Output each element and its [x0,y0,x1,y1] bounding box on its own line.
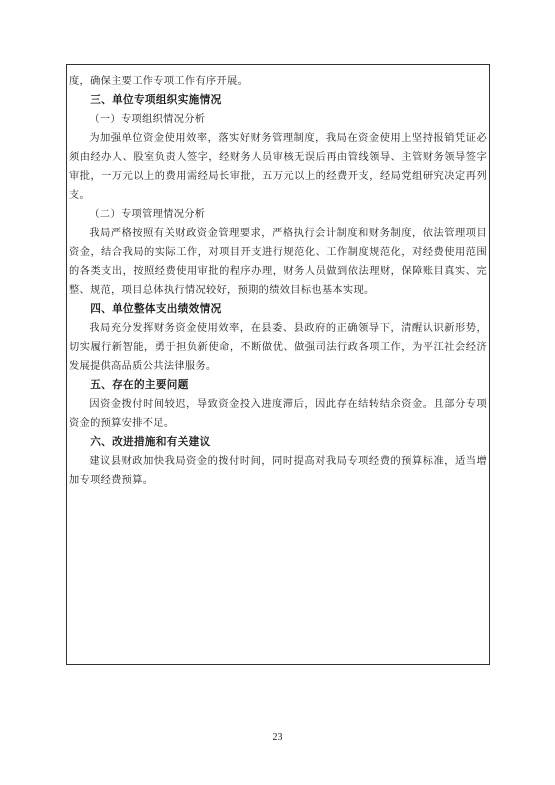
paragraph-organization: 为加强单位资金使用效率，落实好财务管理制度，我局在资金使用上坚持报销凭证必须由经办人、股室负责人签字，经财务人员审核无误后再由管线领导、主管财务领导签字审批，一万元以上的费用需经局长审批，五万元以上的经费开支，经局党组研究决定再列支。 [69,133,487,201]
paragraph-problems: 因资金拨付时间较迟，导致资金投入进度滞后，因此存在结转结余资金。且部分专项资金的预算安排不足。 [69,399,487,429]
section-heading-3: 三、单位专项组织实施情况 [90,94,222,106]
page-number: 23 [272,732,283,743]
paragraph-management: 我局严格按照有关财政资金管理要求，严格执行会计制度和财务制度，依法管理项目资金，结合我局的实际工作，对项目开支进行规范化、工作制度规范化，对经费使用范围的各类支出，按照经费使用审批的程序办理，财务人员做到依法理财，保障账目真实、完整、规范，项目总体执行情况较好，预期的绩效目标也基本实现。 [69,228,487,296]
paragraph-suggestions: 建议县财政加快我局资金的拨付时间，同时提高对我局专项经费的预算标准，适当增加专项经费预算。 [69,456,487,486]
continued-paragraph: 度，确保主要工作专项工作有序开展。 [69,76,249,87]
section-heading-5: 五、存在的主要问题 [90,379,189,391]
document-body [69,72,487,490]
subsection-heading-2: （二）专项管理情况分析 [89,209,206,220]
paragraph-performance: 我局充分发挥财务资金使用效率，在县委、县政府的正确领导下，清醒认识新形势，切实履行新智能，勇于担负新使命，不断做优、做强司法行政各项工作，为平江社会经济发展提供高品质公共法律服务。 [69,323,487,372]
section-heading-6: 六、改进措施和有关建议 [90,436,211,448]
section-heading-4: 四、单位整体支出绩效情况 [90,303,222,315]
subsection-heading-1: （一）专项组织情况分析 [89,114,206,125]
